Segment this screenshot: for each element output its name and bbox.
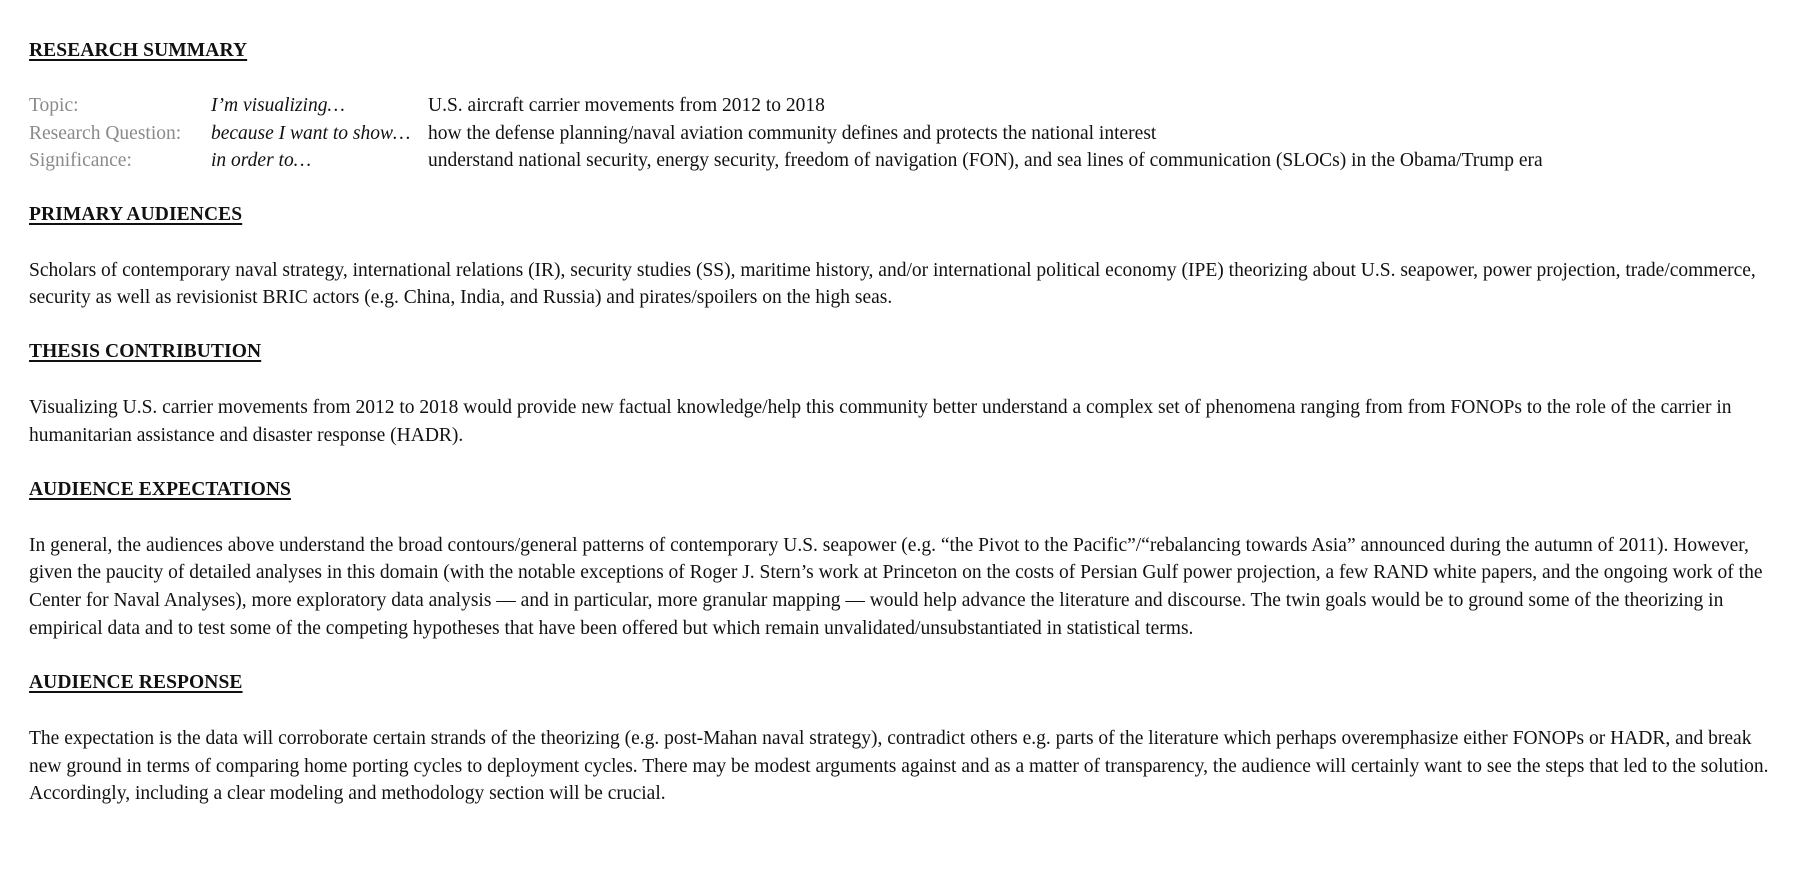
audience-expectations-heading: AUDIENCE EXPECTATIONS — [29, 478, 291, 500]
summary-value: understand national security, energy security, freedom of navigation (FON), and sea lines of communication (SLOCs) in the Obama/Trump era — [428, 150, 1543, 171]
summary-prompt: because I want to show… — [211, 122, 411, 144]
summary-label: Significance: — [29, 150, 132, 171]
audience-response-text: The expectation is the data will corroborate certain strands of the theorizing (e.g. post-Mahan naval strategy), contradict others e.g. parts of the literature which perhaps overemphasize either FONOPs or HADR, and break new ground in terms of comparing home porting cycles to deployment cycles. There may be modest arguments against and as a matter of transparency, the audience will certainly want to see the steps that led to the solution. Accordingly, including a clear modeling and methodology section will be crucial. — [29, 727, 1769, 805]
primary-audiences-heading: PRIMARY AUDIENCES — [29, 203, 243, 225]
primary-audiences-text: Scholars of contemporary naval strategy, international relations (IR), security studies (SS), maritime history, and/or international political economy (IPE) theorizing about U.S. seapower, power projection, trade/commerce, security as well as revisionist BRIC actors (e.g. China, India, and Russia) and pirates/spoilers on the high seas. — [29, 259, 1756, 309]
thesis-contribution-heading: THESIS CONTRIBUTION — [29, 341, 262, 363]
summary-prompt: I’m visualizing… — [211, 95, 345, 116]
summary-row-research-question — [29, 120, 1775, 148]
summary-label: Research Question: — [29, 122, 182, 144]
research-summary-table — [29, 92, 1775, 175]
summary-prompt: in order to… — [211, 150, 312, 171]
summary-label: Topic: — [29, 95, 79, 116]
audience-expectations-text: In general, the audiences above understand the broad contours/general patterns of contemporary U.S. seapower (e.g. “the Pivot to the Pacific”/“rebalancing towards Asia” announced during the autumn of 2011). However, given the paucity of detailed analyses in this domain (with the notable exceptions of Roger J. Stern’s work at Princeton on the costs of Persian Gulf power projection, a few RAND white papers, and the ongoing work of the Center for Naval Analyses), more exploratory data analysis — and in particular, more granular mapping — would help advance the literature and discourse. The twin goals would be to ground some of the theorizing in empirical data and to test some of the competing hypotheses that have been offered but which remain unvalidated/unsubstantiated in statistical terms. — [29, 534, 1763, 640]
audience-response-heading: AUDIENCE RESPONSE — [29, 671, 243, 693]
research-summary-heading: RESEARCH SUMMARY — [29, 40, 248, 61]
summary-value: how the defense planning/naval aviation community defines and protects the national interest — [428, 122, 1157, 144]
summary-row-significance — [29, 147, 1775, 175]
summary-value: U.S. aircraft carrier movements from 2012 to 2018 — [428, 95, 825, 116]
summary-row-topic — [29, 92, 1775, 120]
thesis-contribution-text: Visualizing U.S. carrier movements from 2012 to 2018 would provide new factual knowledge/help this community better understand a complex set of phenomena ranging from from FONOPs to the role of the carrier in humanitarian assistance and disaster response (HADR). — [29, 397, 1732, 446]
